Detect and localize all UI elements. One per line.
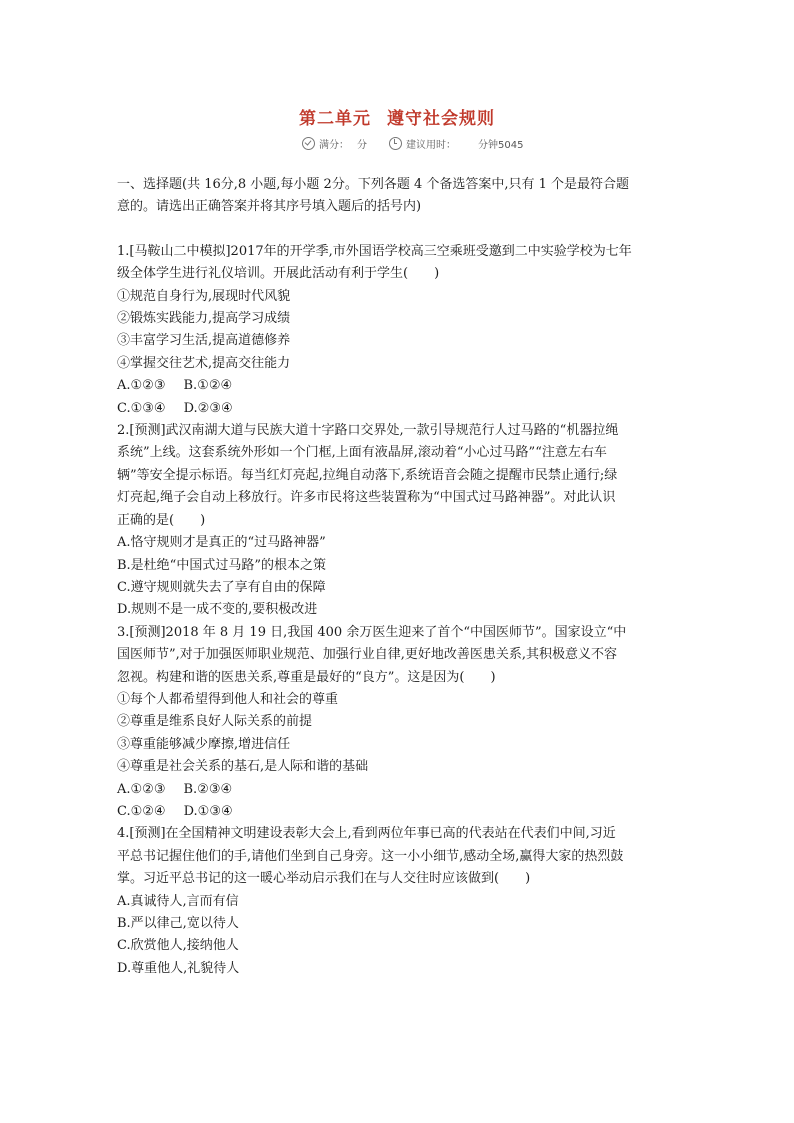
statement-item: ①规范自身行为,展现时代风貌 <box>117 288 291 304</box>
check-circle-icon <box>302 137 315 150</box>
answer-option: B.②③④ <box>183 781 233 797</box>
answer-option: C.欣赏他人,接纳他人 <box>117 938 239 954</box>
question-stem-line: 掌。习近平总书记的这一暖心举动启示我们在与人交往时应该做到( ) <box>117 871 531 887</box>
score-time-values: 5045 <box>498 140 524 151</box>
question-stem-line: 正确的是( ) <box>117 512 206 528</box>
answer-option: D.规则不是一成不变的,要积极改进 <box>117 602 318 618</box>
answer-option: A.①②③ <box>117 378 166 394</box>
question-2 <box>117 420 677 622</box>
answer-option: D.②③④ <box>183 400 233 416</box>
title-topic: 遵守社会规则 <box>387 109 495 129</box>
score-unit: 分 <box>357 140 367 151</box>
answer-option: A.真诚待人,言而有信 <box>117 893 239 909</box>
answer-options-row <box>117 779 677 801</box>
question-stem-line: 忽视。构建和谐的医患关系,尊重是最好的“良方”。这是因为( ) <box>117 669 496 685</box>
statement-item: ③尊重能够减少摩擦,增进信任 <box>117 736 291 752</box>
time-label: 建议用时： <box>406 140 456 151</box>
statement-item: ③丰富学习生活,提高道德修养 <box>117 333 291 349</box>
question-stem-line: 平总书记握住他们的手,请他们坐到自己身旁。这一小小细节,感动全场,赢得大家的热烈鼓 <box>117 848 624 864</box>
answer-options-row <box>117 398 677 420</box>
question-stem-line: 国医师节”,对于加强医师职业规范、加强行业自律,更好地改善医患关系,其积极意义不容 <box>117 647 618 663</box>
clock-icon <box>389 137 402 150</box>
answer-option: C.遵守规则就失去了享有自由的保障 <box>117 579 326 595</box>
question-1 <box>117 241 677 420</box>
answer-option: D.①③④ <box>183 803 233 819</box>
statement-item: ②锻炼实践能力,提高学习成绩 <box>117 311 291 327</box>
answer-options-row <box>117 375 677 397</box>
question-stem-line: 4.[预测]在全国精神文明建设表彰大会上,看到两位年事已高的代表站在代表们中间,习近 <box>117 826 616 842</box>
question-stem-line: 级全体学生进行礼仪培训。开展此活动有利于学生( ) <box>117 266 440 282</box>
answer-option: A.恪守规则才是真正的“过马路神器” <box>117 535 326 551</box>
title-unit: 第二单元 <box>299 109 371 129</box>
score-label: 满分： <box>319 140 349 151</box>
statement-item: ④尊重是社会关系的基石,是人际和谐的基础 <box>117 759 369 775</box>
question-stem-line: 灯亮起,绳子会自动上移放行。许多市民将这些装置称为“中国式过马路神器”。对此认识 <box>117 490 616 506</box>
statement-item: ①每个人都希望得到他人和社会的尊重 <box>117 691 339 707</box>
statement-item: ②尊重是维系良好人际关系的前提 <box>117 714 313 730</box>
answer-option: C.①③④ <box>117 400 166 416</box>
section-instructions <box>117 174 677 219</box>
answer-options-row <box>117 801 677 823</box>
answer-option: B.严以律己,宽以待人 <box>117 916 239 931</box>
question-stem-line: 1.[马鞍山二中模拟]2017年的开学季,市外国语学校高三空乘班受邀到二中实验学校为七年 <box>117 243 632 259</box>
instruction-line: 一、选择题(共 16分,8 小题,每小题 2分。下列各题 4 个备选答案中,只有 1 个是最符合题 <box>117 177 630 192</box>
answer-option: A.①②③ <box>117 781 166 797</box>
question-stem-line: 3.[预测]2018 年 8 月 19 日,我国 400 余万医生迎来了首个“中国医师节”。国家设立“中 <box>117 624 627 640</box>
question-4 <box>117 823 677 980</box>
time-unit: 分钟 <box>478 140 498 151</box>
question-stem-line: 辆”等安全提示标语。每当红灯亮起,拉绳自动落下,系统语音会随之提醒市民禁止通行;绿 <box>117 467 618 483</box>
instruction-line: 意的。请选出正确答案并将其序号填入题后的括号内) <box>117 199 422 215</box>
answer-option: B.是杜绝“中国式过马路”的根本之策 <box>117 557 326 573</box>
answer-option: D.尊重他人,礼貌待人 <box>117 960 240 976</box>
answer-option: C.①②④ <box>117 803 166 819</box>
page-title <box>0 104 794 129</box>
statement-item: ④掌握交往艺术,提高交往能力 <box>117 355 291 371</box>
section-choice-questions <box>117 174 677 980</box>
question-stem-line: 系统”上线。这套系统外形如一个门框,上面有液晶屏,滚动着“小心过马路”“注意左右车 <box>117 445 607 461</box>
question-stem-line: 2.[预测]武汉南湖大道与民族大道十字路口交界处,一款引导规范行人过马路的“机器拉绳 <box>117 423 619 439</box>
score-time-bar <box>302 136 523 151</box>
question-3 <box>117 622 677 824</box>
answer-option: B.①②④ <box>183 378 233 394</box>
